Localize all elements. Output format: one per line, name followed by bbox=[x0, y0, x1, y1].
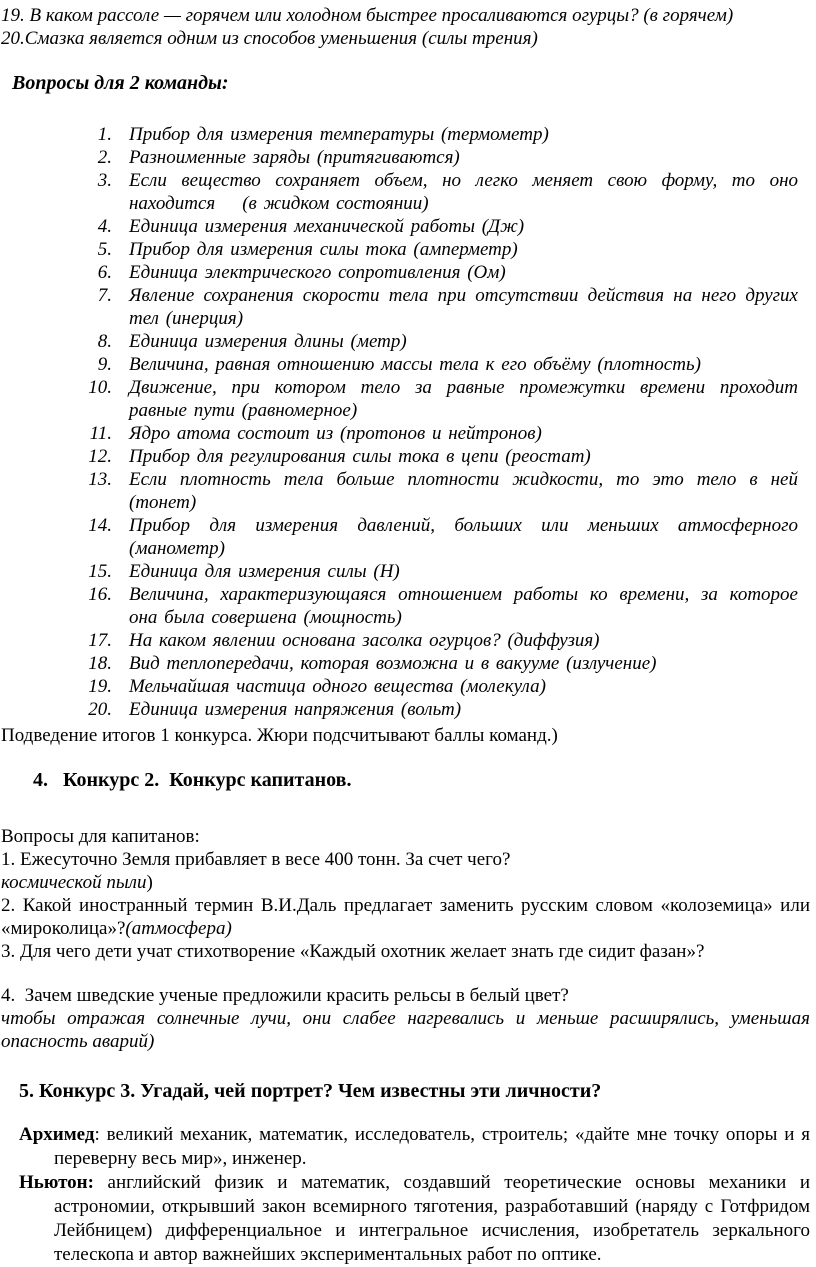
list-item-text: Явление сохранения скорости тела при отсутствии действия на него других тел (инерция) bbox=[129, 285, 798, 329]
question-text-run: 2. Какой иностранный термин В.И.Даль предлагает заменить русским словом «колоземица» или «мироколица»? bbox=[1, 895, 810, 939]
list-item-text: Мельчайшая частица одного вещества (молекула) bbox=[129, 676, 546, 697]
list-item-number: 18. bbox=[88, 653, 112, 674]
list-item-number: 20. bbox=[88, 699, 112, 720]
portrait-name: Ньютон: bbox=[19, 1172, 94, 1193]
list-item-3 bbox=[1, 169, 798, 215]
list-item-text: Движение, при котором тело за равные промежутки времени проходит равные пути (равномерное) bbox=[129, 377, 798, 421]
list-item-number: 4. bbox=[97, 216, 112, 237]
captains-question-1: 1. Ежесуточно Земля прибавляет в весе 400 тонн. За счет чего? bbox=[1, 849, 511, 870]
portrait-description: : великий механик, математик, исследователь, строитель; «дайте мне точку опоры и я переверну весь мир», инженер. bbox=[54, 1124, 810, 1169]
list-item-text: Разноименные заряды (притягиваются) bbox=[129, 147, 460, 168]
list-item-19 bbox=[1, 675, 798, 698]
list-item-number: 5. bbox=[97, 239, 112, 260]
list-item-text: Прибор для измерения силы тока (амперметр) bbox=[129, 239, 518, 260]
captains-questions-label: Вопросы для капитанов: bbox=[1, 826, 200, 847]
list-item-text: Единица измерения напряжения (вольт) bbox=[129, 699, 462, 720]
answer-italic-run: (атмосфера) bbox=[125, 918, 232, 939]
list-item-number: 10. bbox=[88, 377, 112, 398]
list-item-number: 6. bbox=[97, 262, 112, 283]
list-item-12 bbox=[1, 445, 798, 468]
list-item-text: Единица для измерения силы (Н) bbox=[129, 561, 400, 582]
portraits-section bbox=[1, 1123, 810, 1267]
list-item-text: Если плотность тела больше плотности жидкости, то это тело в ней (тонет) bbox=[129, 469, 798, 513]
list-item-number: 13. bbox=[88, 469, 112, 490]
list-item-number: 19. bbox=[88, 676, 112, 697]
list-item-number: 16. bbox=[88, 584, 112, 605]
list-item-18 bbox=[1, 652, 798, 675]
answer-tail-run: ) bbox=[146, 872, 153, 893]
list-item-number: 1. bbox=[97, 124, 112, 145]
list-item-number: 11. bbox=[89, 423, 112, 444]
list-item-number: 9. bbox=[97, 354, 112, 375]
list-item-2 bbox=[1, 146, 798, 169]
list-item-number: 7. bbox=[97, 285, 112, 306]
jury-note: Подведение итогов 1 конкурса. Жюри подсчитывают баллы команд.) bbox=[1, 725, 558, 746]
portrait-newton bbox=[19, 1171, 810, 1267]
list-item-text: Величина, характеризующаяся отношением работы ко времени, за которое она была совершена (мощность) bbox=[129, 584, 798, 628]
portrait-archimedes bbox=[19, 1123, 810, 1171]
list-item-text: На каком явлении основана засолка огурцов? (диффузия) bbox=[129, 630, 600, 651]
list-item-text: Если вещество сохраняет объем, но легко меняет свою форму, то оно находится (в жидком состоянии) bbox=[129, 170, 798, 214]
list-item-number: 12. bbox=[88, 446, 112, 467]
question-19: 19. В каком рассоле — горячем или холодном быстрее просаливаются огурцы? (в горячем) bbox=[1, 5, 734, 26]
list-item-number: 14. bbox=[88, 515, 112, 536]
captains-answer-1 bbox=[1, 871, 810, 894]
portrait-description: английский физик и математик, создавший теоретические основы механики и астрономии, открывший закон всемирного тяготения, разработавший (наряду с Готфридом Лейбницем) дифференциальное и интегральное исчисления, изобретатель зеркального телескопа и автор важнейших экспериментальных работ по оптике. bbox=[54, 1172, 810, 1265]
list-item-8 bbox=[1, 330, 798, 353]
contest2-heading: 4. Конкурс 2. Конкурс капитанов. bbox=[33, 769, 352, 791]
list-item-9 bbox=[1, 353, 798, 376]
list-item-text: Ядро атома состоит из (протонов и нейтронов) bbox=[129, 423, 542, 444]
captains-answer-4: чтобы отражая солнечные лучи, они слабее нагревались и меньше расширялись, уменьшая опасность аварий) bbox=[1, 1008, 810, 1052]
team2-questions-heading: Вопросы для 2 команды: bbox=[12, 72, 229, 94]
list-item-20 bbox=[1, 698, 798, 721]
list-item-4 bbox=[1, 215, 798, 238]
captains-question-3: 3. Для чего дети учат стихотворение «Каждый охотник желает знать где сидит фазан»? bbox=[1, 941, 705, 962]
list-item-text: Единица измерения механической работы (Дж) bbox=[129, 216, 525, 237]
captains-question-2 bbox=[1, 894, 810, 940]
list-item-number: 8. bbox=[97, 331, 112, 352]
list-item-number: 3. bbox=[97, 170, 112, 191]
list-item-11 bbox=[1, 422, 798, 445]
list-item-16 bbox=[1, 583, 798, 629]
contest3-heading: 5. Конкурс 3. Угадай, чей портрет? Чем известны эти личности? bbox=[19, 1080, 602, 1102]
answer-italic-run: космической пыли bbox=[1, 872, 147, 893]
list-item-6 bbox=[1, 261, 798, 284]
list-item-text: Единица электрического сопротивления (Ом) bbox=[129, 262, 506, 283]
portrait-name: Архимед bbox=[19, 1124, 95, 1145]
team2-question-list bbox=[1, 123, 798, 721]
list-item-text: Прибор для измерения температуры (термометр) bbox=[129, 124, 549, 145]
list-item-1 bbox=[1, 123, 798, 146]
captains-question-4: 4. Зачем шведские ученые предложили красить рельсы в белый цвет? bbox=[1, 985, 569, 1006]
list-item-number: 17. bbox=[88, 630, 112, 651]
list-item-7 bbox=[1, 284, 798, 330]
list-item-13 bbox=[1, 468, 798, 514]
list-item-text: Единица измерения длины (метр) bbox=[129, 331, 407, 352]
list-item-text: Прибор для регулирования силы тока в цепи (реостат) bbox=[129, 446, 591, 467]
list-item-14 bbox=[1, 514, 798, 560]
list-item-text: Прибор для измерения давлений, больших или меньших атмосферного (манометр) bbox=[129, 515, 798, 559]
list-item-10 bbox=[1, 376, 798, 422]
list-item-number: 2. bbox=[97, 147, 112, 168]
list-item-text: Величина, равная отношению массы тела к его объёму (плотность) bbox=[129, 354, 701, 375]
list-item-5 bbox=[1, 238, 798, 261]
list-item-17 bbox=[1, 629, 798, 652]
list-item-text: Вид теплопередачи, которая возможна и в вакууме (излучение) bbox=[129, 653, 657, 674]
list-item-number: 15. bbox=[88, 561, 112, 582]
list-item-15 bbox=[1, 560, 798, 583]
question-20: 20.Смазка является одним из способов уменьшения (силы трения) bbox=[1, 28, 538, 49]
